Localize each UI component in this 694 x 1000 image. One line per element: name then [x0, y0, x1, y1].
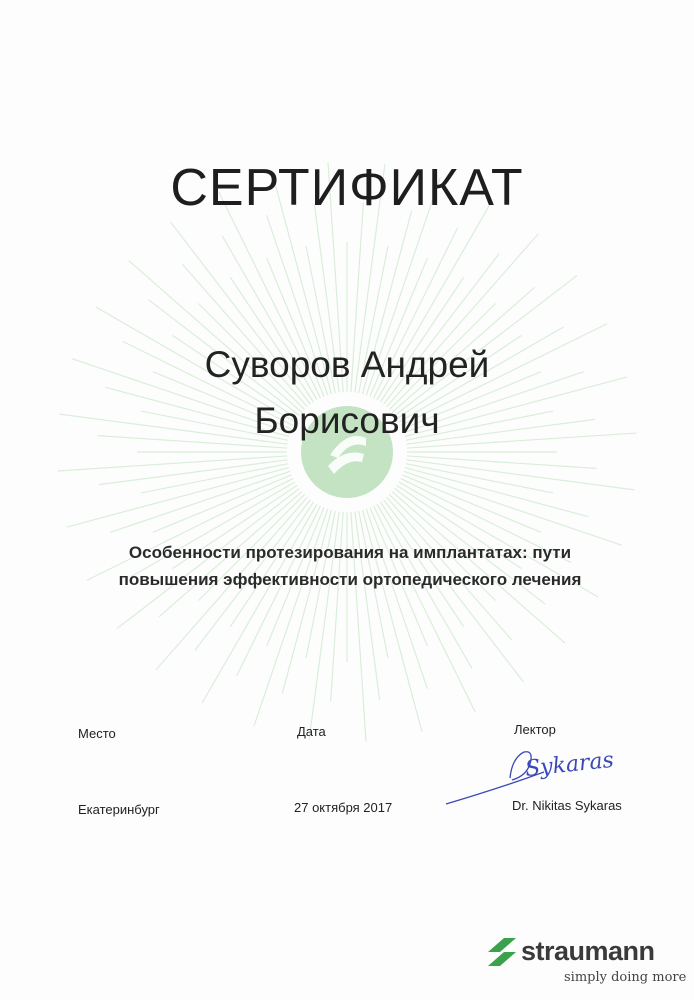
lecturer-name: Dr. Nikitas Sykaras: [512, 798, 622, 813]
straumann-s-mark-icon: [486, 934, 518, 968]
recipient-name: [0, 337, 694, 449]
place-value: Екатеринбург: [78, 802, 160, 817]
recipient-name-line-1: Суворов Андрей: [204, 344, 490, 385]
watermark-ray: [406, 464, 553, 493]
watermark-ray: [58, 456, 288, 471]
straumann-logo: [486, 934, 687, 990]
watermark-ray: [141, 464, 288, 493]
place-label: Место: [78, 726, 116, 741]
brand-tagline: simply doing more: [564, 970, 687, 985]
course-title-line-1: Особенности протезирования на имплантатах: пути: [128, 543, 572, 562]
course-title-line-2: повышения эффективности ортопедического лечения: [118, 570, 582, 589]
date-label: Дата: [297, 724, 326, 739]
watermark-ray: [407, 456, 597, 468]
watermark-ray: [99, 460, 287, 485]
recipient-name-line-2: Борисович: [254, 400, 440, 441]
watermark-ray: [110, 471, 290, 532]
watermark-ray: [406, 460, 634, 490]
certificate-title: СЕРТИФИКАТ: [170, 159, 524, 217]
watermark-ray: [202, 504, 317, 703]
lecturer-label: Лектор: [514, 722, 556, 737]
course-title: [40, 539, 660, 593]
watermark-ray: [366, 509, 427, 689]
brand-name: straumann: [521, 936, 655, 966]
date-value: 27 октября 2017: [294, 800, 393, 815]
signature-text: Sykaras: [524, 747, 616, 782]
